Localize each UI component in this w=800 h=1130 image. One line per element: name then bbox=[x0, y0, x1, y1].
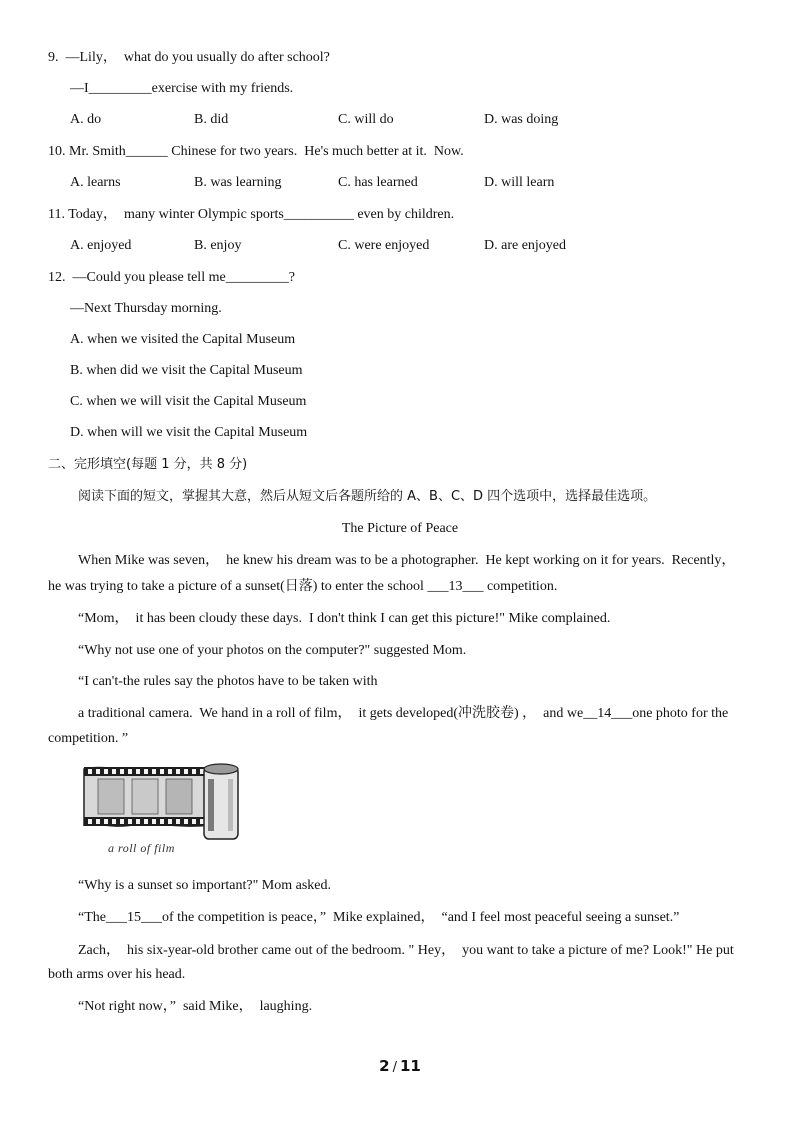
q12-option-b: B. when did we visit the Capital Museum bbox=[70, 363, 303, 378]
question-9-reply: —I_________exercise with my friends. bbox=[70, 81, 294, 96]
q10-option-d: D. will learn bbox=[484, 175, 555, 190]
q10-option-b: B. was learning bbox=[194, 175, 282, 190]
q9-option-a: A. do bbox=[70, 112, 102, 127]
passage-paragraph: When Mike was seven， he knew his dream was to be a photographer. He kept working on it for years. Recently， bbox=[78, 553, 736, 568]
q11-option-a: A. enjoyed bbox=[70, 238, 132, 253]
q10-option-c: C. has learned bbox=[338, 175, 418, 190]
passage-paragraph: competition. ” bbox=[48, 731, 129, 746]
q9-option-d: D. was doing bbox=[484, 112, 559, 127]
question-10-stem: 10. Mr. Smith______ Chinese for two years. He's much better at it. Now. bbox=[48, 144, 464, 159]
q12-option-a: A. when we visited the Capital Museum bbox=[70, 332, 296, 347]
page-separator: / bbox=[392, 1060, 397, 1075]
passage-title: The Picture of Peace bbox=[341, 521, 459, 536]
passage-paragraph: “The___15___of the competition is peace，” Mike explained， “and I feel most peaceful seeing a sunset.” bbox=[78, 910, 680, 925]
q12-option-c: C. when we will visit the Capital Museum bbox=[70, 394, 307, 409]
section-heading: 二、完形填空(每题 1 分，共 8 分) bbox=[48, 457, 248, 472]
section-instruction: 阅读下面的短文，掌握其大意，然后从短文后各题所给的 A、B、C、D 四个选项中，选择最佳选项。 bbox=[78, 489, 657, 504]
passage-paragraph: “Mom， it has been cloudy these days. I don't think I can get this picture!" Mike complained. bbox=[78, 611, 611, 626]
total-pages: 11 bbox=[399, 1057, 421, 1075]
q12-option-d: D. when will we visit the Capital Museum bbox=[70, 425, 308, 440]
question-11-stem: 11. Today， many winter Olympic sports__________ even by children. bbox=[48, 207, 455, 222]
passage-paragraph: “I can't-the rules say the photos have to be taken with bbox=[78, 674, 378, 689]
q11-option-b: B. enjoy bbox=[194, 238, 242, 253]
question-12-stem: 12. —Could you please tell me_________? bbox=[48, 270, 295, 285]
question-12-reply: —Next Thursday morning. bbox=[70, 301, 222, 316]
page-number bbox=[0, 1057, 800, 1075]
passage-paragraph: Zach， his six-year-old brother came out of the bedroom. " Hey， you want to take a picture of me? Look!" He put bbox=[78, 943, 734, 958]
passage-paragraph: both arms over his head. bbox=[48, 967, 186, 982]
passage-paragraph: “Why is a sunset so important?" Mom asked. bbox=[78, 878, 332, 893]
passage-paragraph: a traditional camera. We hand in a roll of film， it gets developed(冲洗胶卷) ， and we__14___one photo for the bbox=[78, 706, 729, 721]
q11-option-c: C. were enjoyed bbox=[338, 238, 430, 253]
q10-option-a: A. learns bbox=[70, 175, 121, 190]
q9-option-b: B. did bbox=[194, 112, 229, 127]
passage-paragraph: he was trying to take a picture of a sunset(日落) to enter the school ___13___ competition. bbox=[48, 579, 558, 594]
passage-paragraph: “Not right now，” said Mike， laughing. bbox=[78, 999, 313, 1014]
film-caption: a roll of film bbox=[108, 841, 175, 855]
q9-option-c: C. will do bbox=[338, 112, 394, 127]
q11-option-d: D. are enjoyed bbox=[484, 238, 567, 253]
passage-paragraph: “Why not use one of your photos on the computer?" suggested Mom. bbox=[78, 643, 467, 658]
current-page: 2 bbox=[379, 1057, 390, 1075]
question-9-stem: 9. —Lily， what do you usually do after school? bbox=[48, 50, 330, 65]
